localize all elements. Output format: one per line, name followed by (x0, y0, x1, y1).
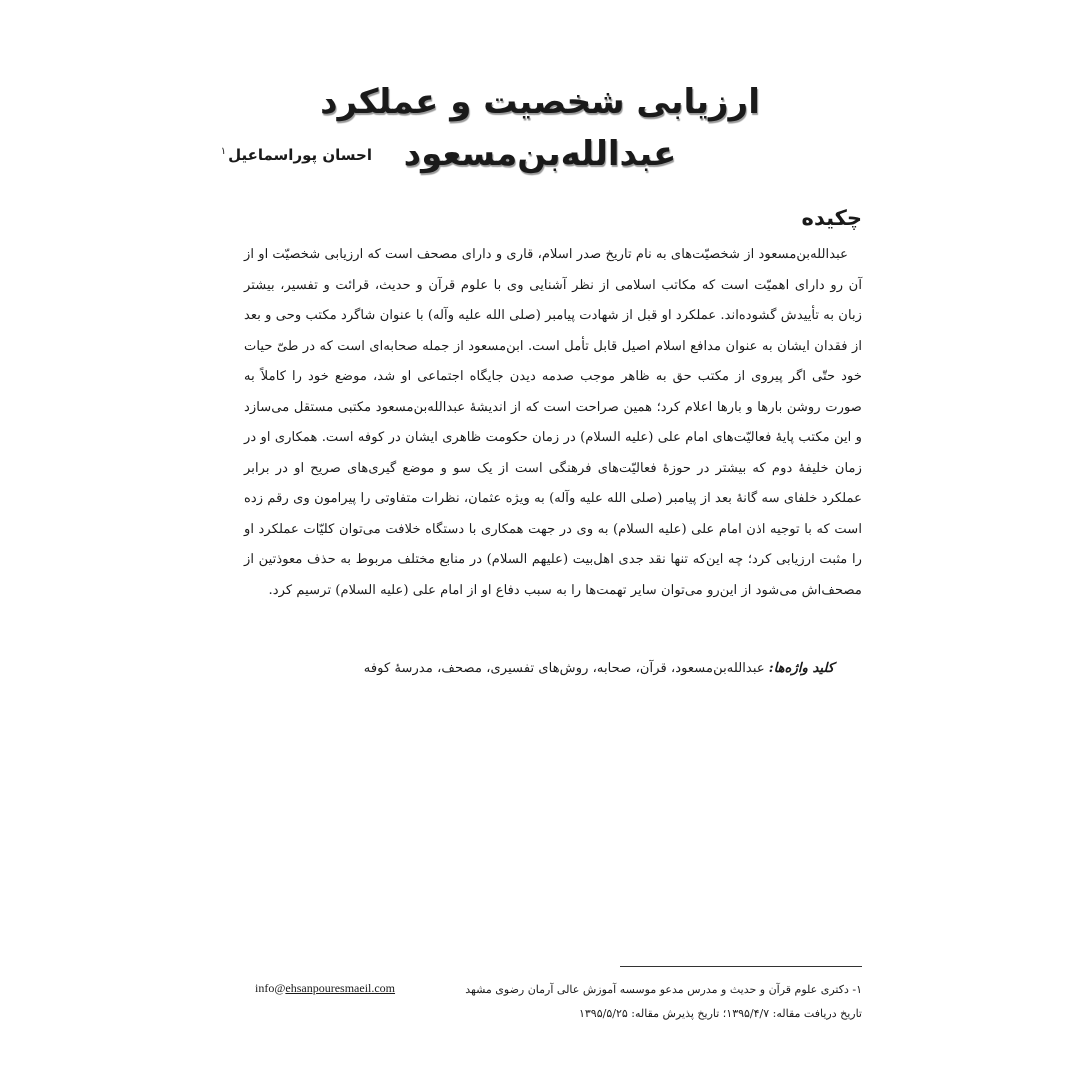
footnote-affiliation: ۱- دکتری علوم قرآن و حدیث و مدرس مدعو موسسه آموزش عالی آرمان رضوی مشهد (465, 983, 862, 996)
footnote-divider (620, 966, 862, 967)
author-footnote-marker: ۱ (220, 146, 227, 157)
keywords-line (364, 654, 834, 684)
author-name: احسان پوراسماعیل (228, 146, 372, 164)
abstract-heading: چکیده (801, 206, 862, 230)
abstract-text: عبدالله‌بن‌مسعود از شخصیّت‌های به نام تاریخ صدر اسلام، قاری و دارای مصحف است که ارزیابی شخصیّت او از آن رو دارای اهمیّت است که مکاتب اسلامی از نظر آشنایی وی با علوم قرآن و حدیث، قرائت و تفسیر، بیشتر زبان به تأییدش گشوده‌اند. عملکرد او قبل از شهادت پیامبر (صلی الله علیه وآله) با عنوان شاگرد مکتب وحی و بعد از فقدان ایشان به عنوان مدافع اسلام اصیل قابل تأمل است. ابن‌مسعود از جمله صحابه‌ای است که در طیّ حیات خود حتّی اگر پیروی از مکتب حق به ظاهر موجب صدمه دیدن جایگاه اجتماعی او شد، موضع خود را کاملاً به صورت روشن بارها و بارها اعلام کرد؛ همین صراحت است که از اندیشهٔ عبدالله‌بن‌مسعود مکتبی مستقل می‌سازد و این مکتب پایهٔ فعالیّت‌های امام علی (علیه السلام) در زمان حکومت ظاهری ایشان در کوفه است. همکاری او در زمان خلیفهٔ دوم که بیشتر در حوزهٔ فعالیّت‌های فرهنگی است از یک سو و موضع گیری‌های صریح او در برابر عملکرد خلفای سه گانهٔ بعد از پیامبر (صلی الله علیه وآله) به ویژه عثمان، نظرات متفاوتی را پیرامون وی رقم زده است که با توجیه اذن امام علی (علیه السلام) به وی در جهت همکاری با دستگاه خلافت می‌توان کلیّات عملکرد او را مثبت ارزیابی کرد؛ چه این‌که تنها نقد جدی اهل‌بیت (علیهم السلام) در منابع مختلف مربوط به حذف معوذتین از مصحف‌اش می‌شود از این‌رو می‌توان سایر تهمت‌ها را به سبب دفاع او از امام علی (علیه السلام) ترسیم کرد. (243, 247, 862, 598)
keywords-list: عبدالله‌بن‌مسعود، قرآن، صحابه، روش‌های تفسیری، مصحف، مدرسهٔ کوفه (363, 661, 765, 676)
author-email (255, 979, 395, 997)
email-link[interactable]: ehsanpouresmaeil.com (285, 981, 396, 995)
footnote-dates: تاریخ دریافت مقاله: ۱۳۹۵/۴/۷؛ تاریخ پذیرش مقاله: ۱۳۹۵/۵/۲۵ (578, 1007, 862, 1020)
author-line (221, 138, 372, 169)
email-prefix: info@ (255, 981, 286, 995)
footnote (442, 978, 862, 1026)
keywords-label: کلید واژه‌ها: (768, 661, 834, 676)
article-title: ارزیابی شخصیت و عملکرد عبدالله‌بن‌مسعود (320, 82, 760, 174)
